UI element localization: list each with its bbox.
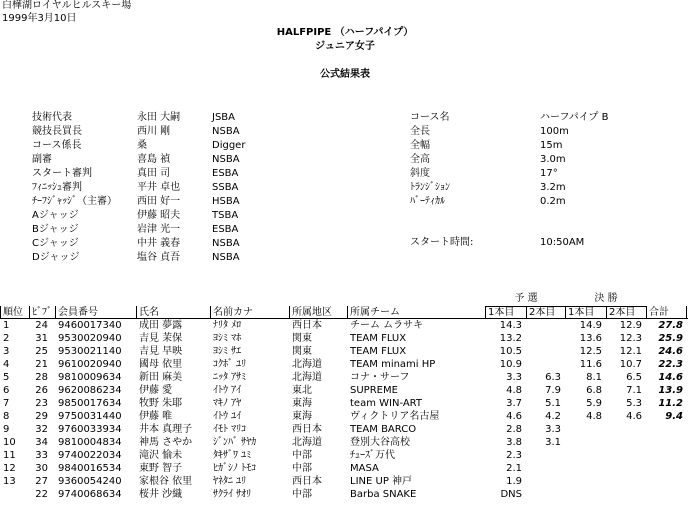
rank-cell: 13 bbox=[3, 476, 16, 487]
official-org: Digger bbox=[212, 140, 246, 151]
header-divider bbox=[686, 306, 687, 319]
official-org: HSBA bbox=[212, 196, 240, 207]
region-cell: 東海 bbox=[292, 398, 312, 409]
score-cell: 3.1 bbox=[545, 437, 561, 448]
column-header: 名前カナ bbox=[213, 307, 253, 318]
kana-cell: ﾆｯﾀ ｱｻﾐ bbox=[213, 372, 247, 383]
name-cell: 吉見 茉保 bbox=[139, 333, 183, 344]
name-cell: 新田 麻美 bbox=[139, 372, 183, 383]
rank-cell: 8 bbox=[3, 411, 10, 422]
kana-cell: ﾖｼﾐ ﾏﾎ bbox=[213, 333, 242, 344]
column-header: 順位 bbox=[3, 307, 23, 318]
bib-cell: 31 bbox=[35, 333, 48, 344]
bib-cell: 32 bbox=[35, 424, 48, 435]
member-number-cell: 9530020940 bbox=[58, 333, 122, 344]
bib-cell: 27 bbox=[35, 476, 48, 487]
column-header: 合計 bbox=[649, 307, 669, 318]
member-number-cell: 9760033934 bbox=[58, 424, 122, 435]
kana-cell: ｼﾞﾝﾊﾞ ｻﾔｶ bbox=[213, 437, 257, 448]
header-divider bbox=[646, 306, 647, 319]
member-number-cell: 9460017340 bbox=[58, 320, 122, 331]
header-top-rule bbox=[486, 306, 647, 307]
official-role: Bジャッジ bbox=[32, 224, 79, 235]
bib-cell: 33 bbox=[35, 450, 48, 461]
header-divider bbox=[0, 306, 1, 319]
official-role: Dジャッジ bbox=[32, 252, 80, 263]
score-cell: 12.3 bbox=[619, 333, 642, 344]
official-org: ESBA bbox=[212, 224, 239, 235]
header-divider bbox=[55, 306, 56, 319]
name-cell: 滝沢 愉未 bbox=[139, 450, 183, 461]
official-name: 西川 剛 bbox=[137, 126, 171, 137]
document-title: 公式結果表 bbox=[320, 69, 370, 80]
kana-cell: ｲﾓﾄ ﾏﾘｺ bbox=[213, 424, 247, 435]
total-cell: 9.4 bbox=[665, 411, 683, 422]
member-number-cell: 9840016534 bbox=[58, 463, 122, 474]
official-org: ESBA bbox=[212, 168, 239, 179]
kana-cell: ﾅﾘﾀ ﾒﾛ bbox=[213, 320, 242, 331]
kana-cell: ﾖｼﾐ ｻｴ bbox=[213, 346, 242, 357]
rank-cell: 4 bbox=[3, 359, 10, 370]
team-cell: TEAM BARCO bbox=[350, 424, 417, 435]
name-cell: 東野 智子 bbox=[139, 463, 183, 474]
column-header: 所属地区 bbox=[292, 307, 332, 318]
region-cell: 西日本 bbox=[292, 476, 322, 487]
course-label: 全長 bbox=[410, 126, 430, 137]
rank-cell: 5 bbox=[3, 372, 10, 383]
official-name: 伊藤 昭夫 bbox=[137, 210, 181, 221]
rank-cell: 11 bbox=[3, 450, 16, 461]
course-label: ﾄﾗﾝｼﾞｼｮﾝ bbox=[410, 182, 450, 193]
column-header: 会員番号 bbox=[58, 307, 98, 318]
score-cell: 2.3 bbox=[506, 450, 522, 461]
total-cell: 25.9 bbox=[658, 333, 683, 344]
official-name: 平井 卓也 bbox=[137, 182, 181, 193]
rank-cell: 3 bbox=[3, 346, 10, 357]
official-name: 中井 義春 bbox=[137, 238, 181, 249]
score-cell: 1.9 bbox=[506, 476, 522, 487]
score-cell: 14.3 bbox=[499, 320, 522, 331]
course-label: 斜度 bbox=[410, 168, 430, 179]
official-role: 競技長買長 bbox=[32, 126, 82, 137]
score-cell: 10.7 bbox=[619, 359, 642, 370]
total-cell: 22.3 bbox=[658, 359, 683, 370]
event-title: HALFPIPE （ハーフパイプ） bbox=[276, 27, 414, 38]
score-cell: 3.8 bbox=[506, 437, 522, 448]
total-cell: 24.6 bbox=[658, 346, 683, 357]
kana-cell: ｺｸﾎﾞ ﾕﾘ bbox=[213, 359, 247, 370]
team-cell: SUPREME bbox=[350, 385, 398, 396]
official-name: 桑 bbox=[137, 140, 147, 151]
team-cell: Barba SNAKE bbox=[350, 489, 417, 500]
score-cell: 13.2 bbox=[499, 333, 522, 344]
member-number-cell: 9530021140 bbox=[58, 346, 122, 357]
bib-cell: 25 bbox=[35, 346, 48, 357]
venue: 白樺湖ロイヤルヒルスキー場 bbox=[2, 0, 132, 11]
header-divider bbox=[136, 306, 137, 319]
score-cell: 5.1 bbox=[545, 398, 561, 409]
official-name: 喜島 禎 bbox=[137, 154, 171, 165]
official-name: 永田 大嗣 bbox=[137, 112, 181, 123]
name-cell: 伊藤 唯 bbox=[139, 411, 173, 422]
member-number-cell: 9850017634 bbox=[58, 398, 122, 409]
bib-cell: 30 bbox=[35, 463, 48, 474]
course-value: 17° bbox=[540, 168, 558, 179]
region-cell: 中部 bbox=[292, 450, 312, 461]
score-cell: 12.9 bbox=[619, 320, 642, 331]
rank-cell: 12 bbox=[3, 463, 16, 474]
category-title: ジュニア女子 bbox=[315, 41, 375, 52]
team-cell: ヴィクトリア名古屋 bbox=[350, 411, 440, 422]
kana-cell: ｲﾄｳ ﾕｲ bbox=[213, 411, 242, 422]
header-divider bbox=[210, 306, 211, 319]
kana-cell: ﾔﾈﾀﾆ ﾕﾘ bbox=[213, 476, 247, 487]
official-name: 真田 司 bbox=[137, 168, 171, 179]
official-role: Cジャッジ bbox=[32, 238, 79, 249]
course-value: 15m bbox=[540, 140, 563, 151]
score-cell: 3.7 bbox=[506, 398, 522, 409]
column-header: ﾋﾞﾌﾞ bbox=[32, 307, 52, 318]
team-cell: チーム ムラサキ bbox=[350, 320, 424, 331]
rank-cell: 2 bbox=[3, 333, 10, 344]
official-role: Aジャッジ bbox=[32, 210, 79, 221]
member-number-cell: 9610020940 bbox=[58, 359, 122, 370]
official-role: 技術代表 bbox=[32, 112, 72, 123]
team-cell: TEAM FLUX bbox=[350, 346, 407, 357]
header-divider bbox=[289, 306, 290, 319]
region-cell: 中部 bbox=[292, 463, 312, 474]
kana-cell: ｲﾄｳ ｱｲ bbox=[213, 385, 242, 396]
official-org: NSBA bbox=[212, 154, 240, 165]
name-cell: 桜井 沙織 bbox=[139, 489, 183, 500]
official-org: NSBA bbox=[212, 126, 240, 137]
score-cell: 2.1 bbox=[506, 463, 522, 474]
course-value: 100m bbox=[540, 126, 569, 137]
kana-cell: ﾋｶﾞｼﾉ ﾄﾓｺ bbox=[213, 463, 257, 474]
kana-cell: ｻｸﾗｲ ｻｵﾘ bbox=[213, 489, 252, 500]
official-name: 岩津 光一 bbox=[137, 224, 181, 235]
column-header: 2本目 bbox=[529, 307, 556, 318]
start-time-value: 10:50AM bbox=[540, 237, 585, 248]
score-cell: 4.2 bbox=[545, 411, 561, 422]
bib-cell: 29 bbox=[35, 411, 48, 422]
name-cell: 吉見 早映 bbox=[139, 346, 183, 357]
official-org: SSBA bbox=[212, 182, 239, 193]
bib-cell: 34 bbox=[35, 437, 48, 448]
bib-cell: 21 bbox=[35, 359, 48, 370]
name-cell: 牧野 朱耶 bbox=[139, 398, 183, 409]
course-value: 3.2m bbox=[540, 182, 566, 193]
score-cell: 6.8 bbox=[586, 385, 602, 396]
course-label: コース名 bbox=[410, 112, 450, 123]
rank-cell: 10 bbox=[3, 437, 16, 448]
rank-cell: 7 bbox=[3, 398, 10, 409]
official-role: コース係長 bbox=[32, 140, 82, 151]
region-cell: 北海道 bbox=[292, 359, 322, 370]
region-cell: 関東 bbox=[292, 333, 312, 344]
member-number-cell: 9620086234 bbox=[58, 385, 122, 396]
total-cell: 13.9 bbox=[658, 385, 683, 396]
name-cell: 國母 依里 bbox=[139, 359, 183, 370]
score-cell: 6.3 bbox=[545, 372, 561, 383]
course-label: 全高 bbox=[410, 154, 430, 165]
total-cell: 11.2 bbox=[658, 398, 683, 409]
score-cell: 10.9 bbox=[499, 359, 522, 370]
bib-cell: 22 bbox=[35, 489, 48, 500]
header-divider bbox=[347, 306, 348, 319]
score-cell: 10.5 bbox=[499, 346, 522, 357]
official-org: TSBA bbox=[212, 210, 239, 221]
header-bottom-rule bbox=[0, 318, 688, 319]
member-number-cell: 9810009634 bbox=[58, 372, 122, 383]
column-header: 氏名 bbox=[139, 307, 159, 318]
bib-cell: 23 bbox=[35, 398, 48, 409]
official-org: NSBA bbox=[212, 252, 240, 263]
course-value: 3.0m bbox=[540, 154, 566, 165]
rank-cell: 9 bbox=[3, 424, 10, 435]
team-cell: ﾁｭｰｽﾞ万代 bbox=[350, 450, 395, 461]
score-cell: 12.1 bbox=[619, 346, 642, 357]
final-group-header: 決 勝 bbox=[594, 293, 618, 304]
header-divider bbox=[565, 306, 566, 319]
start-time-label: スタート時間: bbox=[410, 237, 474, 248]
course-label: ﾊﾞｰﾃｨｶﾙ bbox=[410, 196, 445, 207]
score-cell: 4.6 bbox=[506, 411, 522, 422]
member-number-cell: 9740022034 bbox=[58, 450, 122, 461]
score-cell: 2.8 bbox=[506, 424, 522, 435]
kana-cell: ﾏｷﾉ ｱﾔ bbox=[213, 398, 242, 409]
region-cell: 東北 bbox=[292, 385, 312, 396]
name-cell: 成田 夢露 bbox=[139, 320, 183, 331]
member-number-cell: 9360054240 bbox=[58, 476, 122, 487]
rank-cell: 1 bbox=[3, 320, 10, 331]
name-cell: 伊藤 愛 bbox=[139, 385, 173, 396]
score-cell: 4.6 bbox=[626, 411, 642, 422]
member-number-cell: 9810004834 bbox=[58, 437, 122, 448]
column-header: 2本目 bbox=[609, 307, 636, 318]
course-label: 全幅 bbox=[410, 140, 430, 151]
bib-cell: 28 bbox=[35, 372, 48, 383]
region-cell: 中部 bbox=[292, 489, 312, 500]
team-cell: 登別大谷高校 bbox=[350, 437, 410, 448]
column-header: 1本目 bbox=[568, 307, 595, 318]
score-cell: 5.3 bbox=[626, 398, 642, 409]
region-cell: 関東 bbox=[292, 346, 312, 357]
name-cell: 井本 真理子 bbox=[139, 424, 193, 435]
official-role: スタート審判 bbox=[32, 168, 92, 179]
team-cell: TEAM minami HP bbox=[350, 359, 436, 370]
team-cell: MASA bbox=[350, 463, 379, 474]
rank-cell: 6 bbox=[3, 385, 10, 396]
official-role: ﾁｰﾌｼﾞｬｯｼﾞ（主審） bbox=[32, 196, 117, 207]
region-cell: 西日本 bbox=[292, 320, 322, 331]
date: 1999年3月10日 bbox=[2, 13, 77, 24]
team-cell: LINE UP 神戸 bbox=[350, 476, 413, 487]
team-cell: TEAM FLUX bbox=[350, 333, 407, 344]
header-divider bbox=[29, 306, 30, 319]
region-cell: 北海道 bbox=[292, 437, 322, 448]
official-role: ﾌｨﾆｯｼｭ審判 bbox=[32, 182, 82, 193]
bib-cell: 26 bbox=[35, 385, 48, 396]
total-cell: 27.8 bbox=[658, 320, 683, 331]
column-header: 所属チーム bbox=[350, 307, 400, 318]
score-cell: 8.1 bbox=[586, 372, 602, 383]
team-cell: コナ・サーフ bbox=[350, 372, 410, 383]
score-cell: 7.9 bbox=[545, 385, 561, 396]
member-number-cell: 9750031440 bbox=[58, 411, 122, 422]
official-name: 西田 好一 bbox=[137, 196, 181, 207]
course-value: ハーフパイプ B bbox=[540, 112, 609, 123]
column-header: 1本目 bbox=[488, 307, 515, 318]
name-cell: 神馬 さやか bbox=[139, 437, 193, 448]
header-divider bbox=[485, 306, 486, 319]
score-cell: 3.3 bbox=[545, 424, 561, 435]
score-cell: 3.3 bbox=[506, 372, 522, 383]
member-number-cell: 9740068634 bbox=[58, 489, 122, 500]
score-cell: 14.9 bbox=[579, 320, 602, 331]
bib-cell: 24 bbox=[35, 320, 48, 331]
score-cell: DNS bbox=[500, 489, 522, 500]
total-cell: 14.6 bbox=[658, 372, 683, 383]
region-cell: 東海 bbox=[292, 411, 312, 422]
score-cell: 7.1 bbox=[626, 385, 642, 396]
score-cell: 13.6 bbox=[579, 333, 602, 344]
kana-cell: ﾀｷｻﾞﾜ ﾕﾐ bbox=[213, 450, 252, 461]
name-cell: 家根谷 依里 bbox=[139, 476, 193, 487]
official-org: NSBA bbox=[212, 238, 240, 249]
team-cell: team WIN-ART bbox=[350, 398, 422, 409]
score-cell: 6.5 bbox=[626, 372, 642, 383]
region-cell: 北海道 bbox=[292, 372, 322, 383]
region-cell: 西日本 bbox=[292, 424, 322, 435]
score-cell: 5.9 bbox=[586, 398, 602, 409]
official-name: 塩谷 貞吾 bbox=[137, 252, 181, 263]
official-role: 副審 bbox=[32, 154, 52, 165]
qualifier-group-header: 予 選 bbox=[514, 293, 538, 304]
score-cell: 12.5 bbox=[579, 346, 602, 357]
score-cell: 4.8 bbox=[506, 385, 522, 396]
header-divider bbox=[526, 306, 527, 319]
course-value: 0.2m bbox=[540, 196, 566, 207]
header-divider bbox=[606, 306, 607, 319]
official-org: JSBA bbox=[212, 112, 235, 123]
score-cell: 11.6 bbox=[579, 359, 602, 370]
score-cell: 4.8 bbox=[586, 411, 602, 422]
